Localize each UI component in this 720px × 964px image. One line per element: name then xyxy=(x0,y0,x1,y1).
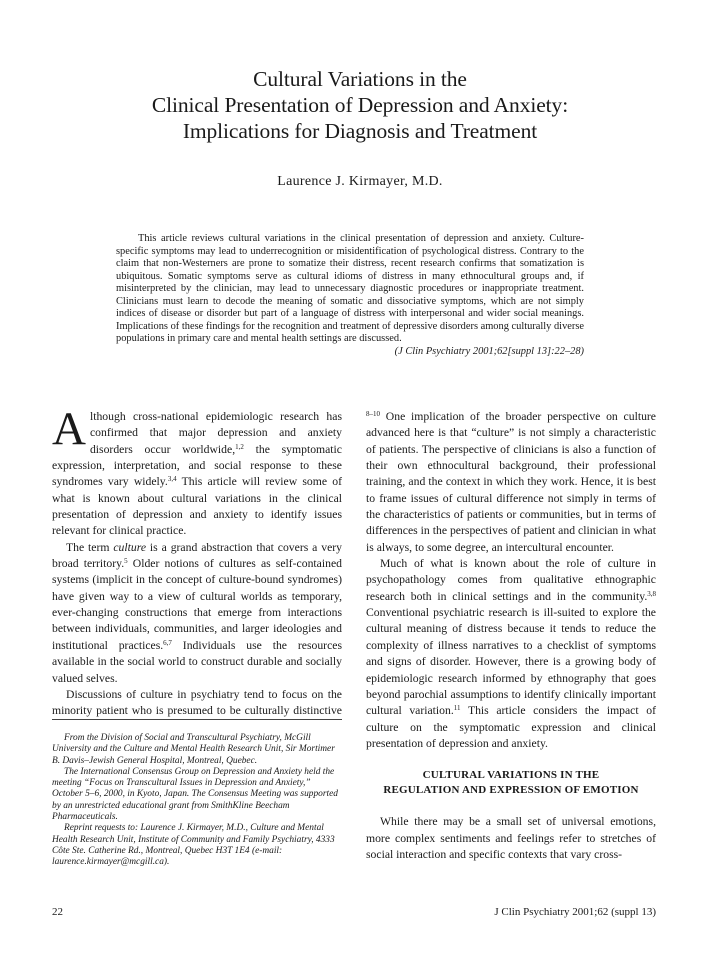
paragraph: The term culture is a grand abstraction that covers a very broad territory.$^5$ Older notions of cultures as self-contained systems (implicit in the concept of culture-bound syndromes) have given way to a view of cultural worlds as temporary, ever-changing constructions that emerge from interactions between individuals, communities, and larger ideologies and institutional practices.$^{6,7}$ Individuals use the resources available in the social world to construct durable and socially valued selves. xyxy=(52,540,342,685)
citation-ref: 3,8 xyxy=(647,589,656,598)
paragraph: While there may be a small set of universal emotions, more complex sentiments and feelings refer to stretches of social interaction and specific contexts that vary cross- xyxy=(366,815,656,861)
body-column-right xyxy=(366,409,656,863)
citation-ref: 1,2 xyxy=(235,442,244,451)
abstract-text: This article reviews cultural variations in the clinical presentation of depression and anxiety. Culture-specific symptoms may lead to underrecognition or misidentification of psychological distress. Contrary to the claim that non-Westerners are prone to somatize their distress, recent research confirms that somatization is ubiquitous. Somatic symptoms serve as cultural idioms of distress in many ethnocultural groups and, if misinterpreted by the clinician, may lead to unnecessary diagnostic procedures or inappropriate treatment. Clinicians must learn to decode the meaning of somatic and dissociative symptoms, which are not simply indices of disease or disorder but part of a language of distress with interpersonal and wider social meanings. Implications of these findings for the recognition and treatment of depressive disorders among culturally diverse populations in primary care and mental health settings are discussed. xyxy=(116,233,584,344)
citation-ref: 8–10 xyxy=(366,410,380,418)
paragraph: Although cross-national epidemiologic research has confirmed that major depression and anxiety disorders occur worldwide,$^{1,2}$ the symptomatic expression, interpretation, and social response to these syndromes vary widely.$^{3,4}$ This article will review some of what is known about cultural variations in the clinical presentation of depression and anxiety to identify issues relevant for clinical practice. xyxy=(52,403,342,538)
page-number: 22 xyxy=(52,906,63,918)
author-byline: Laurence J. Kirmayer, M.D. xyxy=(277,174,443,189)
citation-ref: 6,7 xyxy=(163,638,172,647)
title-line: Cultural Variations in the xyxy=(253,67,467,91)
footnote: The International Consensus Group on Depression and Anxiety held the meeting “Focus on Transcultural Issues in Depression and Anxiety,” October 5–6, 2000, in Kyoto, Japan. The Consensus Meeting was supported by an unrestricted educational grant from SmithKline Beecham Pharmaceuticals. xyxy=(52,766,338,823)
footnotes xyxy=(52,733,342,869)
abstract xyxy=(116,233,584,358)
paragraph: Discussions of culture in psychiatry tend to focus on the minority patient who is presumed to be culturally distinctive xyxy=(52,687,342,718)
body-column-left xyxy=(52,403,342,720)
drop-cap: A xyxy=(52,403,86,455)
citation-ref: 5 xyxy=(124,557,128,566)
article-title xyxy=(0,66,720,144)
footnote: Reprint requests to: Laurence J. Kirmayer, M.D., Culture and Mental Health Research Unit, Institute of Community and Family Psychiatry, 4333 Côte Ste. Catherine Rd., Montreal, Quebec H3T 1E4 (e-mail: laurence.kirmayer@mcgill.ca). xyxy=(52,823,335,868)
footnote-divider xyxy=(52,719,342,720)
section-heading: CULTURAL VARIATIONS IN THE REGULATION AND EXPRESSION OF EMOTION xyxy=(383,769,639,797)
citation-ref: 11 xyxy=(453,704,461,713)
paragraph-continued: $^{8-10}$ One implication of the broader perspective on culture advanced here is that “culture” is not simply a characteristic of patients. The perspective of clinicians is also a function of their own ethnocultural background, their professional training, and the context in which they work. Hence, it is best to frame issues of cultural difference not simply in terms of the characteristics of patients or communities, but in terms of differences in the perspectives of patient and clinician in what is always, to some degree, an intercultural encounter. xyxy=(366,410,656,554)
abstract-citation: (J Clin Psychiatry 2001;62[suppl 13]:22–28) xyxy=(394,345,584,357)
journal-footer: J Clin Psychiatry 2001;62 (suppl 13) xyxy=(494,906,656,918)
citation-ref: 3,4 xyxy=(167,475,177,484)
paragraph: Much of what is known about the role of culture in psychopathology comes from qualitative ethnographic research both in clinical settings and in the community.$^{3,8}$ Conventional psychiatric research is ill-suited to explore the cultural meaning of distress because it tends to reduce the complexity of illness narratives to a checklist of symptoms and signs of disorder. However, there is a growing body of epidemiologic research informed by ethnography that goes beyond parochial assumptions to identify clinically important cultural variation.$^{11}$ This article considers the impact of culture on the symptomatic expression and clinical presentation of depression and anxiety. xyxy=(366,557,656,750)
title-line: Clinical Presentation of Depression and Anxiety: xyxy=(151,93,569,117)
footnote: From the Division of Social and Transcultural Psychiatry, McGill University and the Culture and Mental Health Research Unit, Sir Mortimer B. Davis–Jewish General Hospital, Montreal, Quebec. xyxy=(52,733,335,766)
title-line: Implications for Diagnosis and Treatment xyxy=(182,119,538,143)
